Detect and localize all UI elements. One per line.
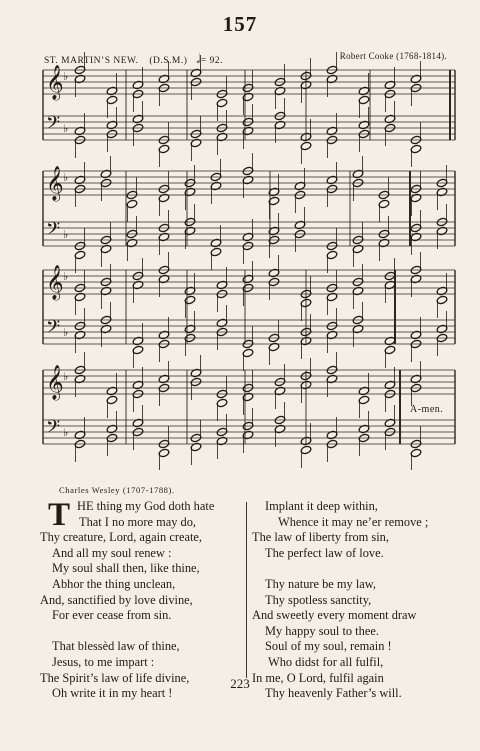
right-line-13: Thy heavenly Father’s will.	[265, 686, 402, 701]
note-head	[326, 250, 338, 260]
amen-label: A-men.	[410, 404, 444, 415]
treble-clef-icon: 𝄞	[46, 365, 64, 400]
composer-credit: Robert Cooke (1768-1814).	[339, 51, 447, 61]
hymn-number: 157	[222, 12, 258, 36]
left-line-3: Thy creature, Lord, again create,	[40, 530, 203, 545]
right-line-3: The law of liberty from sin,	[252, 530, 389, 545]
left-line-10: That blessèd law of thine,	[52, 639, 180, 654]
left-line-7: And, sanctified by love divine,	[40, 592, 193, 607]
note-head	[132, 345, 144, 355]
right-line-2: Whence it may ne’er remove ;	[278, 514, 429, 529]
treble-clef-icon: 𝄞	[46, 265, 64, 300]
note-head	[158, 144, 170, 154]
left-line-8: For ever cease from sin.	[52, 608, 172, 623]
left-line-6: Abhor the thing unclean,	[52, 577, 176, 591]
note-head	[378, 199, 390, 209]
left-line-13: Oh write it in my heart !	[52, 686, 173, 701]
hymn-author: Charles Wesley (1707-1788).	[59, 485, 175, 495]
note-head	[216, 398, 228, 408]
note-head	[74, 250, 86, 260]
flat-icon: ♭	[63, 70, 69, 83]
bass-clef-icon: 𝄢	[46, 317, 61, 342]
bass-clef-icon: 𝄢	[46, 219, 61, 244]
treble-clef-icon: 𝄞	[46, 166, 64, 201]
flat-icon: ♭	[63, 426, 69, 439]
page-number: 223	[230, 676, 250, 691]
note-head	[158, 448, 170, 458]
note-head	[106, 395, 118, 405]
flat-icon: ♭	[63, 326, 69, 339]
right-line-7: Thy spotless sanctity,	[265, 592, 372, 607]
right-line-10: Soul of my soul, remain !	[265, 639, 392, 654]
note-head	[126, 199, 138, 209]
note-head	[436, 295, 448, 305]
right-line-9: My happy soul to thee.	[265, 623, 379, 638]
right-line-4: The perfect law of love.	[265, 545, 384, 560]
flat-icon: ♭	[63, 228, 69, 241]
note-head	[106, 95, 118, 105]
note-head	[384, 345, 396, 355]
left-line-1: HE thing my God doth hate	[77, 499, 215, 513]
right-line-11: Who didst for all fulfil,	[268, 655, 384, 669]
half-note-icon: 𝅗𝅥	[196, 51, 201, 66]
flat-icon: ♭	[63, 370, 69, 383]
flat-icon: ♭	[63, 171, 69, 184]
flat-icon: ♭	[63, 270, 69, 283]
bass-clef-icon: 𝄢	[46, 417, 61, 442]
tune-meter: (D.S.M.)	[149, 56, 188, 66]
note-head	[242, 348, 254, 358]
note-head	[216, 98, 228, 108]
note-head	[300, 445, 312, 455]
note-head	[184, 295, 196, 305]
right-line-1: Implant it deep within,	[265, 499, 378, 513]
bass-clef-icon: 𝄢	[46, 113, 61, 138]
tempo-marking: 𝅗𝅥= 92.	[196, 51, 224, 66]
left-line-5: My soul shall then, like thine,	[52, 561, 200, 576]
drop-cap: T	[48, 497, 71, 533]
right-line-8: And sweetly every moment draw	[252, 608, 417, 623]
tune-title: ST. MARTIN’S NEW.	[44, 56, 139, 66]
note-head	[410, 144, 422, 154]
right-line-6: Thy nature be my law,	[265, 577, 377, 591]
note-head	[210, 247, 222, 257]
left-line-12: The Spirit’s law of life divine,	[40, 670, 190, 685]
treble-clef-icon: 𝄞	[46, 65, 64, 100]
note-head	[410, 448, 422, 458]
note-head	[300, 141, 312, 151]
left-line-11: Jesus, to me impart :	[52, 655, 155, 669]
column-divider	[246, 502, 247, 678]
note-head	[358, 395, 370, 405]
flat-icon: ♭	[63, 122, 69, 135]
left-line-4: And all my soul renew :	[52, 545, 172, 560]
right-line-12: In me, O Lord, fulfil again	[252, 670, 384, 685]
left-line-2: That I no more may do,	[79, 514, 196, 529]
note-head	[358, 95, 370, 105]
